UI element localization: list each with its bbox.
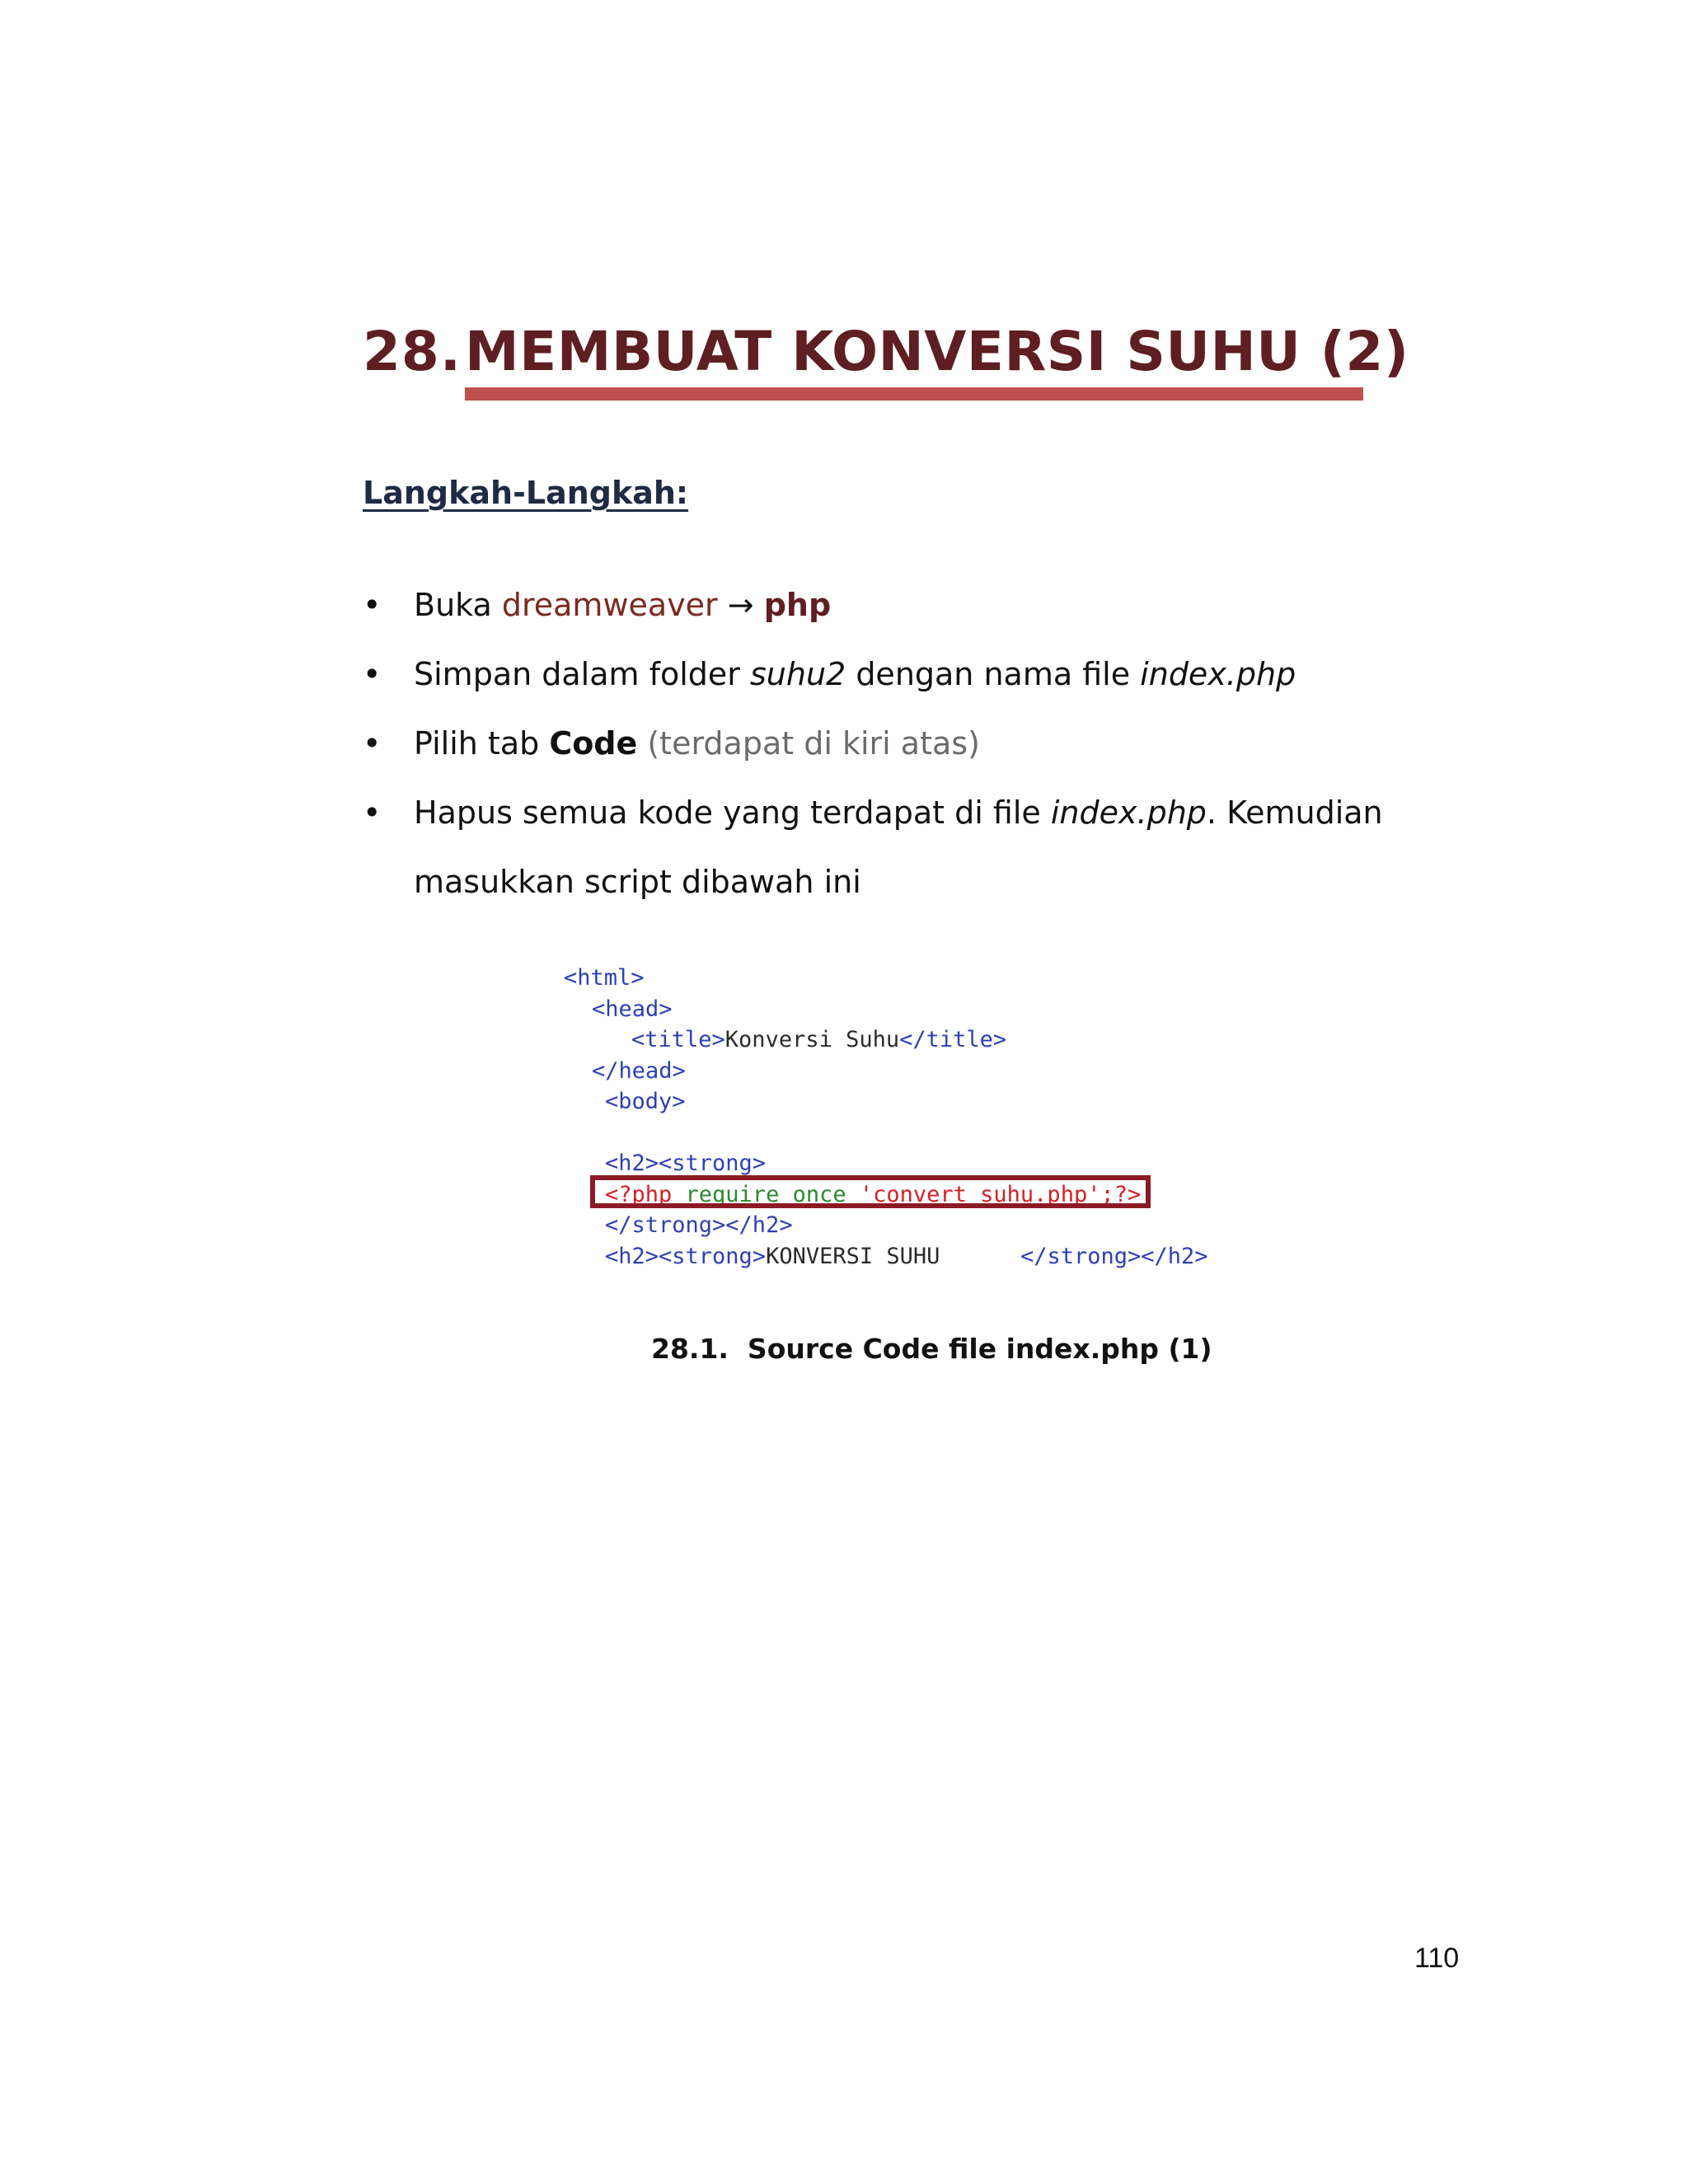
code-line: </strong></h2> — [605, 1212, 793, 1238]
bullet-icon: • — [363, 725, 382, 762]
file-name: index.php — [1140, 656, 1296, 692]
bullet-icon: • — [363, 794, 382, 831]
title-underline — [465, 387, 1363, 401]
code-line: <title>Konversi Suhu</title> — [631, 1027, 1007, 1052]
list-item — [363, 709, 1393, 778]
folder-name: suhu2 — [750, 656, 846, 692]
step-text: Simpan dalam folder — [414, 656, 750, 692]
code-line: <html> — [564, 965, 645, 991]
file-type: php — [763, 587, 832, 623]
figure-caption: 28.1. Source Code file index.php (1) — [651, 1333, 1212, 1365]
step-text: Buka — [414, 587, 502, 623]
highlight-box — [590, 1175, 1151, 1208]
section-heading — [363, 315, 1409, 405]
code-line: <body> — [605, 1089, 686, 1114]
step-text: . Kemudian — [1206, 794, 1383, 831]
code-line-highlighted: <?php require_once 'convert_suhu.php';?> — [605, 1181, 1142, 1207]
page-number: 110 — [1414, 1943, 1460, 1974]
section-number: 28. — [363, 320, 462, 383]
steps-list — [363, 570, 1393, 916]
section-title: MEMBUAT KONVERSI SUHU (2) — [465, 320, 1409, 383]
step-text: Pilih tab — [414, 725, 550, 762]
code-screenshot — [560, 963, 1220, 1276]
file-name: index.php — [1050, 794, 1207, 831]
step-text-continued: masukkan script dibawah ini — [414, 864, 861, 900]
bullet-icon: • — [363, 656, 382, 692]
bullet-icon: • — [363, 587, 382, 623]
app-name: dreamweaver — [501, 587, 718, 623]
list-item — [363, 778, 1393, 916]
step-note: (terdapat di kiri atas) — [637, 725, 980, 762]
step-text: dengan nama file — [846, 656, 1141, 692]
list-item — [363, 570, 1393, 640]
code-line: </head> — [592, 1057, 686, 1084]
code-line: <h2><strong>KONVERSI SUHU </strong></h2> — [605, 1243, 1208, 1269]
list-item — [363, 640, 1393, 709]
arrow-icon: → — [717, 587, 764, 623]
code-line: <h2><strong> — [605, 1151, 767, 1176]
steps-heading: Langkah-Langkah: — [363, 475, 689, 511]
step-text: Hapus semua kode yang terdapat di file — [414, 794, 1051, 831]
tab-name: Code — [549, 725, 638, 762]
code-line: <head> — [592, 996, 673, 1022]
